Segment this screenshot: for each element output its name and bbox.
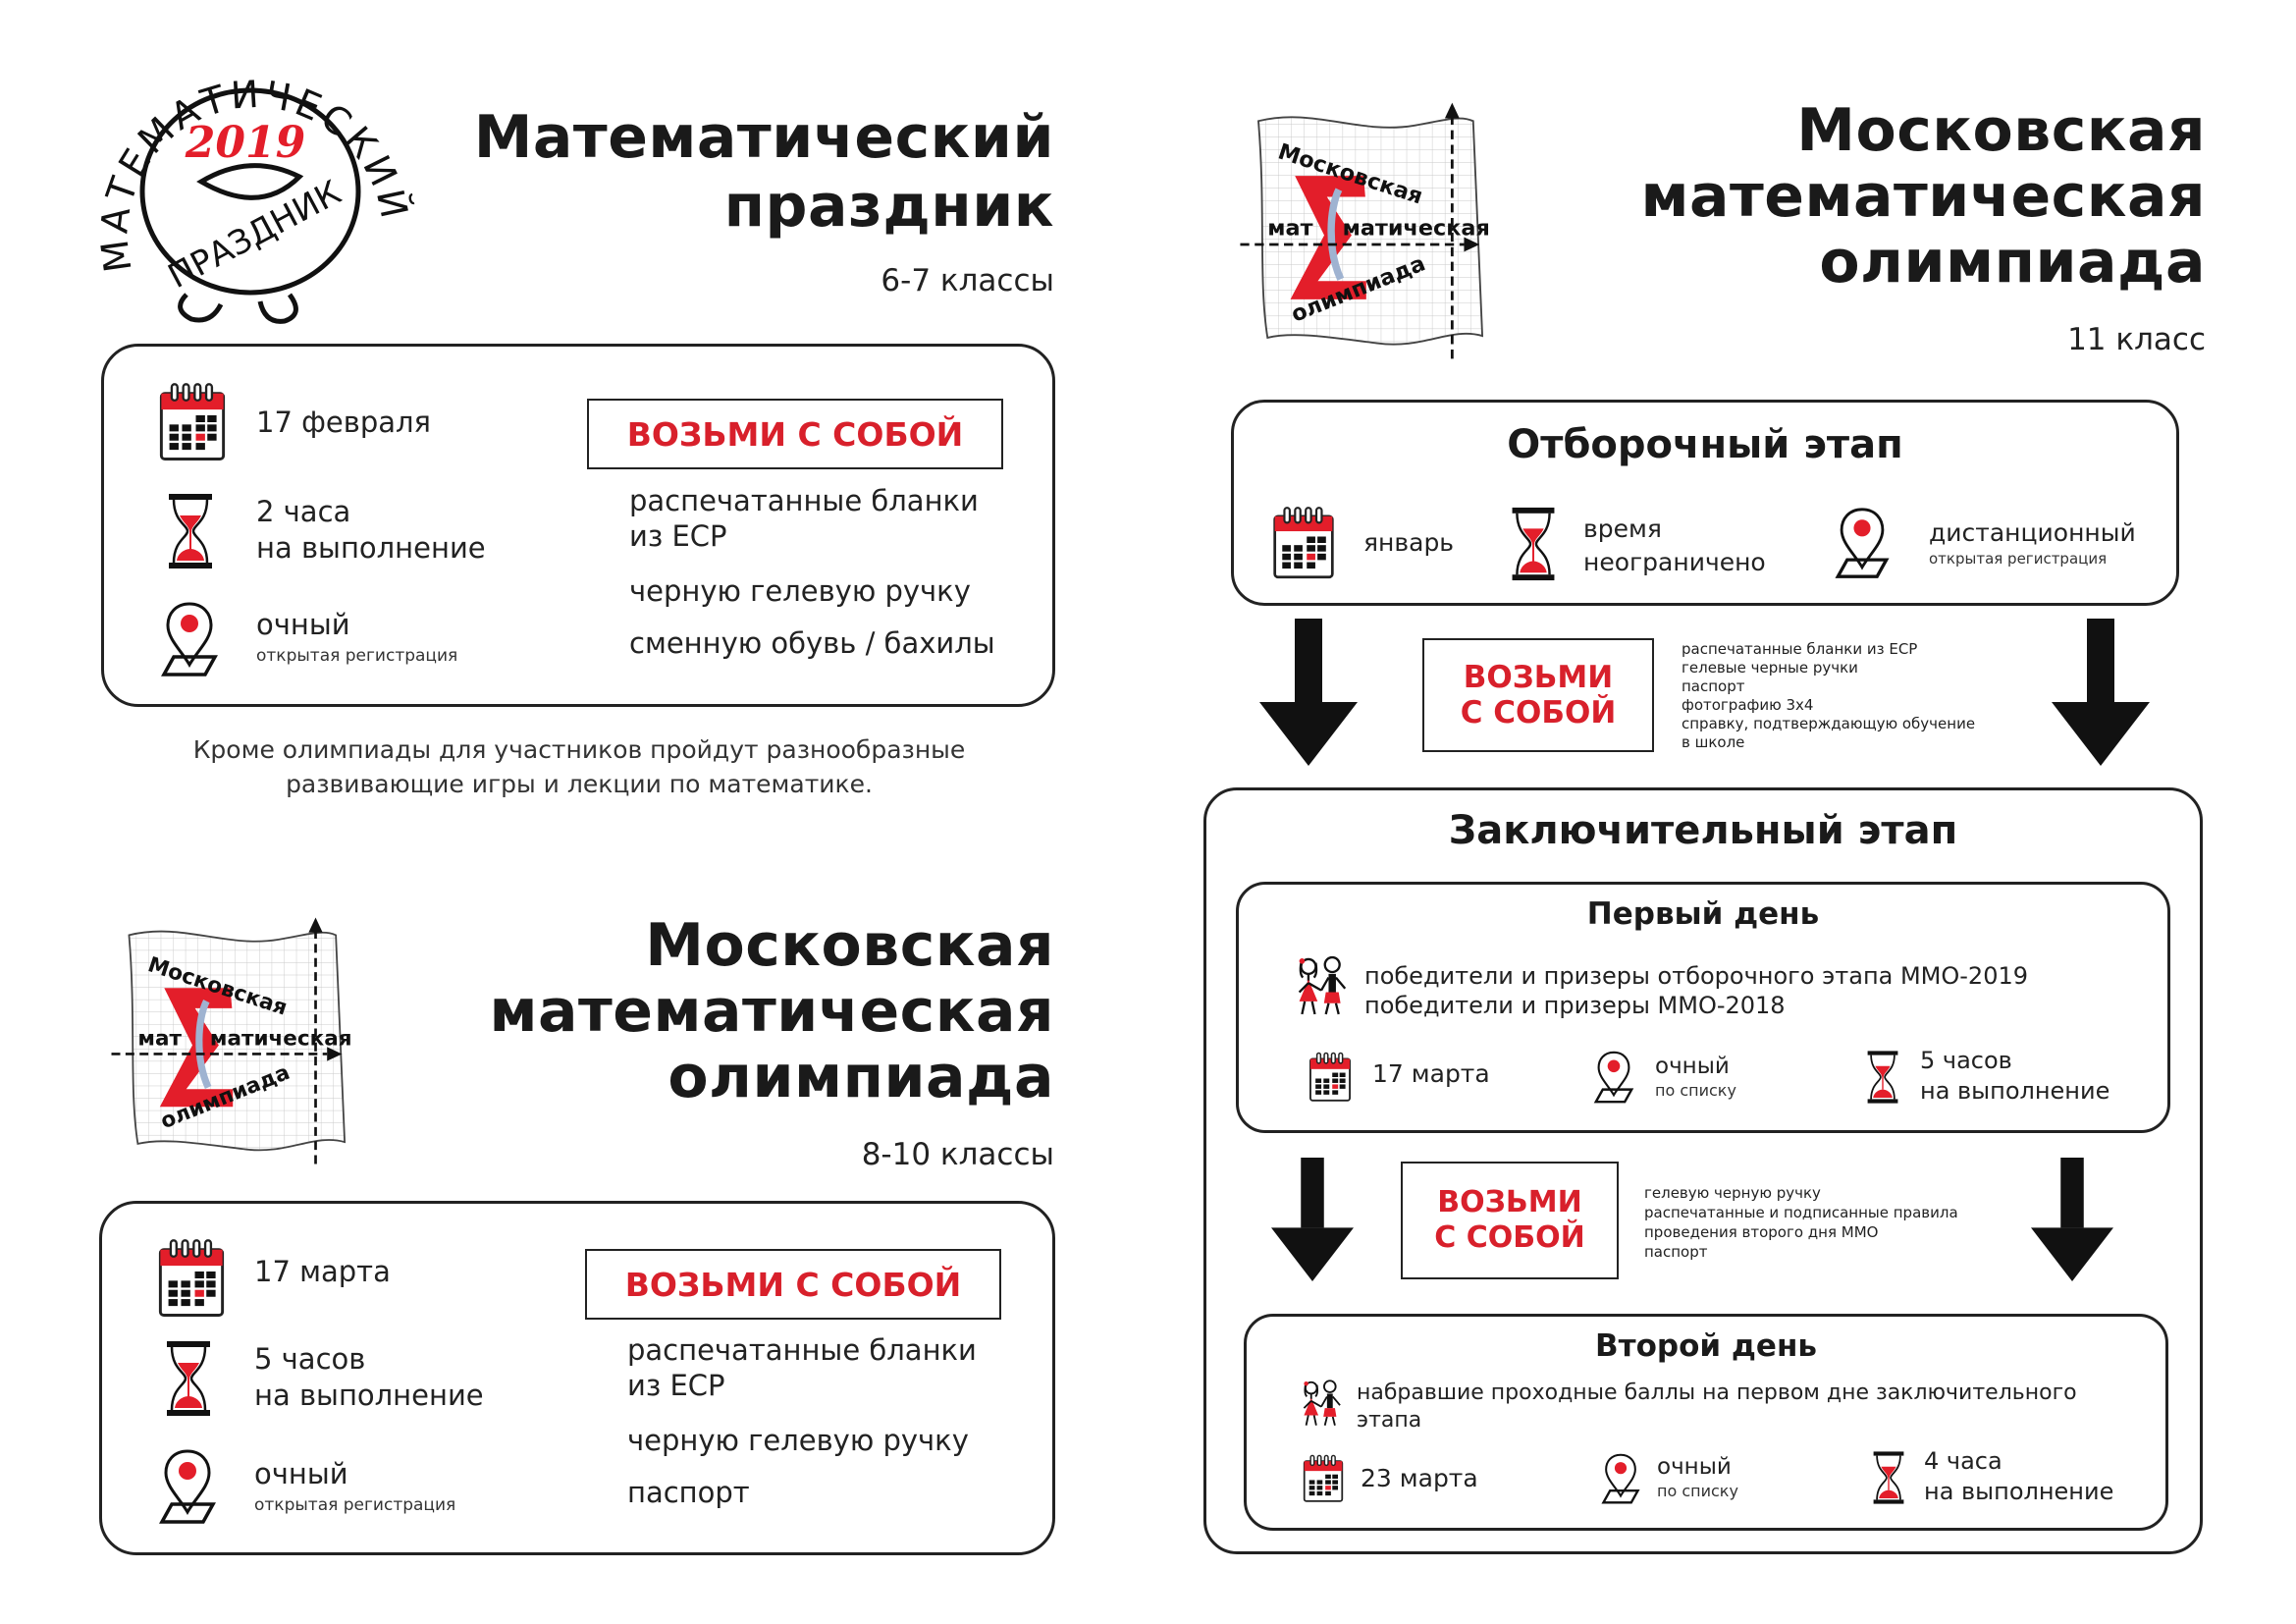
location-pin-icon (153, 1447, 222, 1526)
festival-grades: 6-7 классы (881, 263, 1054, 298)
arrow-down-icon (2052, 619, 2150, 766)
qualifying-format: дистанционный (1929, 518, 2136, 547)
take-item: фотографию 3x4 (1682, 696, 1814, 714)
take-item: гелевую черную ручку (1644, 1184, 1821, 1202)
calendar-icon (156, 1238, 227, 1319)
mmo-junior-title (489, 913, 1054, 1110)
festival-logo-year: 2019 (185, 118, 306, 168)
day2-eligibility (1357, 1380, 2077, 1435)
day2-duration-line1: 4 часа (1924, 1447, 2002, 1475)
day1-eligibility (1364, 961, 2028, 1020)
take-with-you-label (1422, 638, 1654, 752)
take-item: распечатанные бланки из ЕСР (1682, 640, 1918, 658)
mmo-junior-logo (106, 913, 381, 1168)
location-pin-icon (1598, 1452, 1643, 1505)
final-take-list (1644, 1183, 1958, 1262)
day1-duration (1920, 1046, 2109, 1107)
mmo-senior-title-line2: математическая (1640, 162, 2206, 231)
mmo-junior-duration-line1: 5 часов (254, 1342, 366, 1376)
take-item: паспорт (1682, 677, 1745, 695)
take-label-line2: С СОБОЙ (1434, 1220, 1585, 1255)
mmo-logo-middle-text: матическая (209, 1026, 352, 1052)
festival-logo-ring-text: МАТЕМАТИЧЕСКИЙ (93, 72, 417, 276)
qualifying-stage-heading: Отборочный этап (1507, 422, 1903, 467)
calendar-icon (1271, 506, 1336, 580)
day1-eligibility-line2: победители и призеры ММО-2018 (1364, 992, 1786, 1019)
mmo-logo-left-text: мат (1267, 215, 1313, 242)
festival-note-line1: Кроме олимпиады для участников пройдут разнообразные (192, 735, 966, 764)
location-pin-icon (155, 600, 224, 678)
day1-duration-line1: 5 часов (1920, 1047, 2012, 1074)
festival-logo-inner-text: ПРАЗДНИК (162, 173, 348, 298)
festival-registration: открытая регистрация (256, 646, 458, 666)
mmo-senior-logo (1235, 98, 1520, 363)
mmo-junior-registration: открытая регистрация (254, 1495, 456, 1515)
mmo-junior-info-card (99, 1201, 1055, 1555)
take-item: в школе (1682, 733, 1745, 751)
day2-duration-line2: на выполнение (1924, 1478, 2114, 1505)
take-item: распечатанные бланки (629, 484, 979, 517)
festival-date: 17 февраля (256, 406, 432, 439)
mmo-senior-grades: 11 класс (2067, 322, 2206, 357)
festival-note-line2: развивающие игры и лекции по математике. (286, 770, 873, 798)
mmo-logo-left-text: мат (137, 1026, 182, 1052)
take-with-you-label (1401, 1162, 1619, 1279)
qualifying-date: январь (1363, 528, 1455, 557)
festival-title (474, 103, 1054, 241)
participants-icon (1294, 953, 1349, 1018)
qualifying-take-list (1682, 640, 1975, 752)
mmo-logo-top-text: Московская (1274, 138, 1426, 210)
take-item: паспорт (627, 1476, 750, 1509)
arrow-down-icon (2031, 1152, 2113, 1287)
mmo-logo-middle-text: матическая (1342, 215, 1490, 242)
calendar-icon (1308, 1052, 1353, 1103)
day2-date: 23 марта (1361, 1464, 1478, 1492)
mmo-senior-title (1640, 98, 2206, 296)
take-item: черную гелевую ручку (629, 574, 971, 608)
hourglass-icon (1507, 506, 1560, 582)
final-stage-heading: Заключительный этап (1448, 808, 1958, 853)
take-item: из ЕСР (627, 1369, 725, 1402)
arrow-down-icon (1259, 619, 1358, 766)
take-item: паспорт (1644, 1243, 1708, 1261)
mmo-junior-title-line1: Московская (645, 911, 1054, 980)
take-label-line2: С СОБОЙ (1460, 695, 1617, 731)
day1-heading: Первый день (1586, 896, 1820, 932)
qualifying-duration (1583, 513, 1766, 579)
day2-eligibility-line2: этапа (1357, 1408, 1422, 1433)
mmo-junior-format: очный (254, 1457, 348, 1490)
mmo-junior-title-line3: олимпиада (667, 1043, 1054, 1111)
location-pin-icon (1590, 1050, 1637, 1105)
festival-title-line2: праздник (723, 172, 1054, 241)
mmo-senior-title-line1: Московская (1796, 96, 2206, 165)
participants-icon (1300, 1378, 1343, 1429)
qualifying-duration-line1: время (1583, 514, 1662, 543)
take-label-line1: ВОЗЬМИ (1437, 1185, 1582, 1219)
qualifying-registration: открытая регистрация (1929, 550, 2108, 568)
festival-format: очный (256, 608, 350, 641)
day2-heading: Второй день (1595, 1328, 1817, 1364)
final-stage-card (1203, 787, 2203, 1554)
mmo-junior-duration-line2: на выполнение (254, 1379, 484, 1412)
day1-date: 17 марта (1372, 1059, 1490, 1088)
mmo-junior-duration (254, 1341, 484, 1414)
hourglass-icon (1871, 1450, 1906, 1505)
mmo-junior-grades: 8-10 классы (861, 1137, 1054, 1172)
mmo-junior-date: 17 марта (254, 1255, 391, 1288)
festival-duration (256, 494, 486, 567)
festival-title-line1: Математический (473, 103, 1054, 172)
hourglass-icon (163, 492, 218, 570)
calendar-icon (157, 382, 228, 462)
mmo-logo-bottom-text: олимпиада (1287, 250, 1429, 328)
take-item: распечатанные бланки (627, 1333, 977, 1367)
take-item: распечатанные и подписанные правила (1644, 1204, 1958, 1221)
festival-logo (93, 44, 417, 329)
mmo-logo-bottom-text: олимпиада (157, 1059, 294, 1135)
day1-format: очный (1655, 1054, 1730, 1079)
mmo-logo-top-text: Московская (144, 952, 291, 1021)
mmo-senior-title-line3: олимпиада (1819, 228, 2206, 297)
mmo-junior-title-line2: математическая (489, 977, 1054, 1046)
day1-duration-line2: на выполнение (1920, 1077, 2110, 1105)
qualifying-stage-card (1231, 400, 2179, 606)
take-item: справку, подтверждающую обучение (1682, 715, 1976, 732)
day1-format-note: по списку (1655, 1081, 1736, 1100)
day1-eligibility-line1: победители и призеры отборочного этапа ММО-2019 (1364, 962, 2029, 990)
take-item: из ЕСР (629, 519, 727, 553)
take-with-you-label: ВОЗЬМИ С СОБОЙ (585, 1249, 1001, 1320)
take-item: сменную обувь / бахилы (629, 626, 995, 660)
take-item: гелевые черные ручки (1682, 659, 1858, 677)
day2-format-note: по списку (1657, 1482, 1738, 1500)
calendar-icon (1302, 1454, 1345, 1503)
take-item: черную гелевую ручку (627, 1424, 969, 1457)
festival-duration-line2: на выполнение (256, 531, 486, 565)
day2-eligibility-line1: набравшие проходные баллы на первом дне заключительного (1357, 1380, 2077, 1405)
location-pin-icon (1831, 506, 1894, 580)
qualifying-duration-line2: неограничено (1583, 548, 1766, 576)
take-item: проведения второго дня ММО (1644, 1223, 1879, 1241)
day2-card (1244, 1314, 2168, 1531)
day2-duration (1924, 1446, 2113, 1507)
festival-note (98, 732, 1060, 801)
festival-info-card (101, 344, 1055, 707)
take-label-line1: ВОЗЬМИ (1463, 660, 1614, 695)
hourglass-icon (1865, 1050, 1900, 1105)
hourglass-icon (161, 1339, 216, 1418)
arrow-down-icon (1271, 1152, 1354, 1287)
festival-duration-line1: 2 часа (256, 495, 351, 528)
day2-format: очный (1657, 1454, 1732, 1480)
take-with-you-label: ВОЗЬМИ С СОБОЙ (587, 399, 1003, 469)
day1-card (1236, 882, 2170, 1133)
